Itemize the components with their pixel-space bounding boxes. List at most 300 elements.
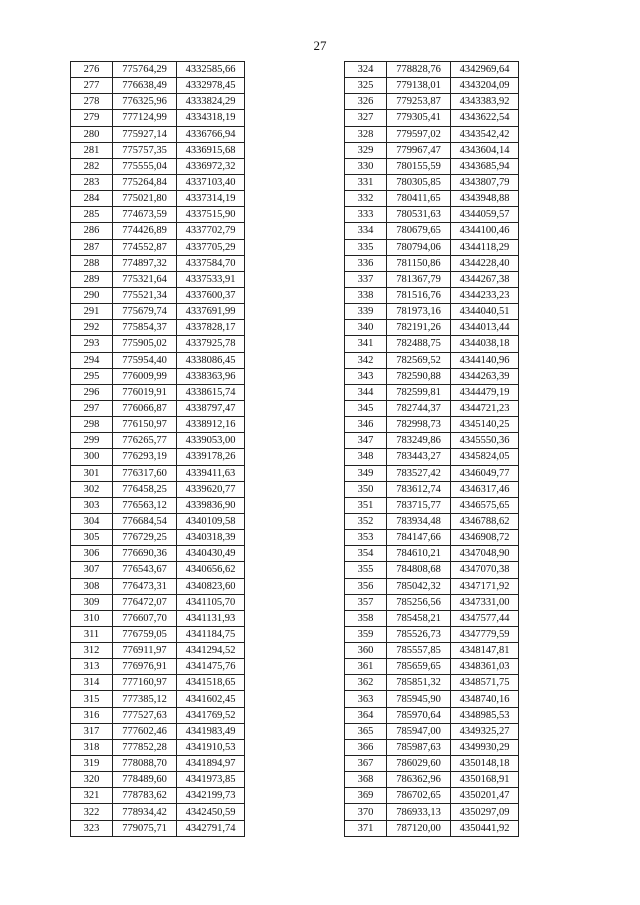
table-row [345,691,519,707]
y-coordinate-cell: 4345824,05 [451,449,519,465]
x-coordinate-cell: 775555,04 [113,158,177,174]
table-row [71,62,245,78]
table-row [345,384,519,400]
x-coordinate-cell: 774426,89 [113,223,177,239]
point-number-cell: 347 [345,433,387,449]
y-coordinate-cell: 4341983,49 [177,723,245,739]
y-coordinate-cell: 4348361,03 [451,659,519,675]
point-number-cell: 277 [71,78,113,94]
x-coordinate-cell: 782569,52 [387,352,451,368]
y-coordinate-cell: 4337600,37 [177,287,245,303]
x-coordinate-cell: 778783,62 [113,788,177,804]
y-coordinate-cell: 4341518,65 [177,675,245,691]
y-coordinate-cell: 4336766,94 [177,126,245,142]
point-number-cell: 340 [345,320,387,336]
table-row [345,659,519,675]
x-coordinate-cell: 774673,59 [113,207,177,223]
coordinates-table-right [344,61,519,837]
y-coordinate-cell: 4342969,64 [451,62,519,78]
point-number-cell: 353 [345,530,387,546]
x-coordinate-cell: 786362,96 [387,772,451,788]
table-row [345,62,519,78]
table-row [345,320,519,336]
point-number-cell: 336 [345,255,387,271]
table-row [345,191,519,207]
table-row [71,417,245,433]
x-coordinate-cell: 775021,80 [113,191,177,207]
point-number-cell: 332 [345,191,387,207]
table-row [71,433,245,449]
x-coordinate-cell: 784610,21 [387,546,451,562]
x-coordinate-cell: 775905,02 [113,336,177,352]
y-coordinate-cell: 4337584,70 [177,255,245,271]
y-coordinate-cell: 4349325,27 [451,723,519,739]
point-number-cell: 296 [71,384,113,400]
point-number-cell: 310 [71,610,113,626]
y-coordinate-cell: 4344059,57 [451,207,519,223]
table-row [345,820,519,836]
point-number-cell: 316 [71,707,113,723]
page-number: 27 [313,38,327,53]
table-row [71,78,245,94]
x-coordinate-cell: 779253,87 [387,94,451,110]
point-number-cell: 291 [71,304,113,320]
x-coordinate-cell: 777602,46 [113,723,177,739]
point-number-cell: 354 [345,546,387,562]
point-number-cell: 319 [71,756,113,772]
point-number-cell: 337 [345,271,387,287]
x-coordinate-cell: 776325,96 [113,94,177,110]
table-row [345,433,519,449]
table-row [71,239,245,255]
point-number-cell: 356 [345,578,387,594]
table-row [345,78,519,94]
x-coordinate-cell: 776976,91 [113,659,177,675]
point-number-cell: 365 [345,723,387,739]
x-coordinate-cell: 776066,87 [113,400,177,416]
x-coordinate-cell: 782998,73 [387,417,451,433]
table-row [71,207,245,223]
y-coordinate-cell: 4344233,23 [451,287,519,303]
point-number-cell: 290 [71,287,113,303]
y-coordinate-cell: 4338797,47 [177,400,245,416]
point-number-cell: 358 [345,610,387,626]
table-row [71,481,245,497]
y-coordinate-cell: 4338912,16 [177,417,245,433]
table-row [345,158,519,174]
table-row [345,110,519,126]
table-row [71,707,245,723]
point-number-cell: 309 [71,594,113,610]
y-coordinate-cell: 4340318,39 [177,530,245,546]
point-number-cell: 335 [345,239,387,255]
table-row [71,384,245,400]
y-coordinate-cell: 4337314,19 [177,191,245,207]
y-coordinate-cell: 4334318,19 [177,110,245,126]
point-number-cell: 344 [345,384,387,400]
point-number-cell: 294 [71,352,113,368]
table-row [71,546,245,562]
y-coordinate-cell: 4339620,77 [177,481,245,497]
y-coordinate-cell: 4350168,91 [451,772,519,788]
table-row [345,643,519,659]
y-coordinate-cell: 4350297,09 [451,804,519,820]
table-row [345,546,519,562]
point-number-cell: 348 [345,449,387,465]
point-number-cell: 357 [345,594,387,610]
x-coordinate-cell: 785987,63 [387,739,451,755]
x-coordinate-cell: 777160,97 [113,675,177,691]
y-coordinate-cell: 4338363,96 [177,368,245,384]
point-number-cell: 311 [71,626,113,642]
table-row [345,239,519,255]
y-coordinate-cell: 4346317,46 [451,481,519,497]
point-number-cell: 297 [71,400,113,416]
x-coordinate-cell: 780531,63 [387,207,451,223]
table-row [345,255,519,271]
x-coordinate-cell: 782599,81 [387,384,451,400]
point-number-cell: 313 [71,659,113,675]
y-coordinate-cell: 4342450,59 [177,804,245,820]
x-coordinate-cell: 780794,06 [387,239,451,255]
table-row [345,739,519,755]
table-row [345,417,519,433]
point-number-cell: 334 [345,223,387,239]
point-number-cell: 282 [71,158,113,174]
point-number-cell: 368 [345,772,387,788]
point-number-cell: 302 [71,481,113,497]
x-coordinate-cell: 777527,63 [113,707,177,723]
table-row [71,497,245,513]
y-coordinate-cell: 4340109,58 [177,513,245,529]
y-coordinate-cell: 4347048,90 [451,546,519,562]
y-coordinate-cell: 4348985,53 [451,707,519,723]
point-number-cell: 276 [71,62,113,78]
point-number-cell: 345 [345,400,387,416]
x-coordinate-cell: 782488,75 [387,336,451,352]
y-coordinate-cell: 4343807,79 [451,174,519,190]
table-row [345,513,519,529]
x-coordinate-cell: 774552,87 [113,239,177,255]
point-number-cell: 303 [71,497,113,513]
y-coordinate-cell: 4341105,70 [177,594,245,610]
x-coordinate-cell: 781973,16 [387,304,451,320]
y-coordinate-cell: 4346575,65 [451,497,519,513]
x-coordinate-cell: 778934,42 [113,804,177,820]
x-coordinate-cell: 778489,60 [113,772,177,788]
x-coordinate-cell: 776019,91 [113,384,177,400]
x-coordinate-cell: 778828,76 [387,62,451,78]
table-row [71,287,245,303]
point-number-cell: 300 [71,449,113,465]
table-row [71,691,245,707]
point-number-cell: 369 [345,788,387,804]
x-coordinate-cell: 776638,49 [113,78,177,94]
x-coordinate-cell: 776473,31 [113,578,177,594]
y-coordinate-cell: 4333824,29 [177,94,245,110]
x-coordinate-cell: 785970,64 [387,707,451,723]
table-row [345,449,519,465]
table-row [345,530,519,546]
x-coordinate-cell: 785042,32 [387,578,451,594]
point-number-cell: 324 [345,62,387,78]
y-coordinate-cell: 4337533,91 [177,271,245,287]
x-coordinate-cell: 776543,67 [113,562,177,578]
y-coordinate-cell: 4337702,79 [177,223,245,239]
y-coordinate-cell: 4343622,54 [451,110,519,126]
point-number-cell: 315 [71,691,113,707]
table-row [71,304,245,320]
table-row [345,126,519,142]
table-row [71,772,245,788]
x-coordinate-cell: 775757,35 [113,142,177,158]
table-row [71,465,245,481]
y-coordinate-cell: 4344228,40 [451,255,519,271]
point-number-cell: 342 [345,352,387,368]
y-coordinate-cell: 4345140,25 [451,417,519,433]
x-coordinate-cell: 780305,85 [387,174,451,190]
x-coordinate-cell: 783443,27 [387,449,451,465]
point-number-cell: 352 [345,513,387,529]
point-number-cell: 338 [345,287,387,303]
table-row [345,788,519,804]
x-coordinate-cell: 776293,19 [113,449,177,465]
table-row [71,643,245,659]
x-coordinate-cell: 785557,85 [387,643,451,659]
point-number-cell: 355 [345,562,387,578]
point-number-cell: 325 [345,78,387,94]
table-row [345,223,519,239]
x-coordinate-cell: 776458,25 [113,481,177,497]
point-number-cell: 350 [345,481,387,497]
x-coordinate-cell: 783527,42 [387,465,451,481]
table-row [71,788,245,804]
point-number-cell: 327 [345,110,387,126]
y-coordinate-cell: 4332978,45 [177,78,245,94]
point-number-cell: 346 [345,417,387,433]
y-coordinate-cell: 4340430,49 [177,546,245,562]
point-number-cell: 321 [71,788,113,804]
point-number-cell: 371 [345,820,387,836]
y-coordinate-cell: 4342199,73 [177,788,245,804]
y-coordinate-cell: 4341910,53 [177,739,245,755]
y-coordinate-cell: 4344140,96 [451,352,519,368]
table-row [345,465,519,481]
x-coordinate-cell: 776684,54 [113,513,177,529]
x-coordinate-cell: 775764,29 [113,62,177,78]
y-coordinate-cell: 4343685,94 [451,158,519,174]
x-coordinate-cell: 777852,28 [113,739,177,755]
table-row [345,94,519,110]
y-coordinate-cell: 4339411,63 [177,465,245,481]
point-number-cell: 326 [345,94,387,110]
point-number-cell: 317 [71,723,113,739]
table-row [345,304,519,320]
table-row [71,126,245,142]
x-coordinate-cell: 785851,32 [387,675,451,691]
table-row [71,142,245,158]
point-number-cell: 363 [345,691,387,707]
y-coordinate-cell: 4341131,93 [177,610,245,626]
x-coordinate-cell: 774897,32 [113,255,177,271]
y-coordinate-cell: 4347779,59 [451,626,519,642]
x-coordinate-cell: 780155,59 [387,158,451,174]
x-coordinate-cell: 780411,65 [387,191,451,207]
y-coordinate-cell: 4337705,29 [177,239,245,255]
y-coordinate-cell: 4347171,92 [451,578,519,594]
x-coordinate-cell: 775521,34 [113,287,177,303]
table-row [71,94,245,110]
point-number-cell: 320 [71,772,113,788]
table-row [71,675,245,691]
y-coordinate-cell: 4337691,99 [177,304,245,320]
point-number-cell: 328 [345,126,387,142]
x-coordinate-cell: 779075,71 [113,820,177,836]
table-row [71,174,245,190]
x-coordinate-cell: 776911,97 [113,643,177,659]
table-row [345,804,519,820]
table-row [71,594,245,610]
y-coordinate-cell: 4344038,18 [451,336,519,352]
table-row [345,772,519,788]
x-coordinate-cell: 786933,13 [387,804,451,820]
point-number-cell: 305 [71,530,113,546]
x-coordinate-cell: 782590,88 [387,368,451,384]
x-coordinate-cell: 779597,02 [387,126,451,142]
point-number-cell: 314 [71,675,113,691]
x-coordinate-cell: 783934,48 [387,513,451,529]
x-coordinate-cell: 776317,60 [113,465,177,481]
table-row [71,336,245,352]
table-row [345,756,519,772]
table-row [345,207,519,223]
y-coordinate-cell: 4337828,17 [177,320,245,336]
x-coordinate-cell: 775854,37 [113,320,177,336]
y-coordinate-cell: 4346908,72 [451,530,519,546]
table-row [71,158,245,174]
x-coordinate-cell: 781367,79 [387,271,451,287]
point-number-cell: 293 [71,336,113,352]
point-number-cell: 331 [345,174,387,190]
x-coordinate-cell: 775954,40 [113,352,177,368]
y-coordinate-cell: 4338086,45 [177,352,245,368]
point-number-cell: 298 [71,417,113,433]
y-coordinate-cell: 4341973,85 [177,772,245,788]
x-coordinate-cell: 785945,90 [387,691,451,707]
x-coordinate-cell: 777385,12 [113,691,177,707]
y-coordinate-cell: 4341894,97 [177,756,245,772]
y-coordinate-cell: 4337515,90 [177,207,245,223]
y-coordinate-cell: 4337103,40 [177,174,245,190]
y-coordinate-cell: 4343204,09 [451,78,519,94]
y-coordinate-cell: 4338615,74 [177,384,245,400]
y-coordinate-cell: 4344118,29 [451,239,519,255]
point-number-cell: 308 [71,578,113,594]
x-coordinate-cell: 785458,21 [387,610,451,626]
y-coordinate-cell: 4350148,18 [451,756,519,772]
table-row [71,513,245,529]
point-number-cell: 323 [71,820,113,836]
x-coordinate-cell: 781516,76 [387,287,451,303]
table-row [345,562,519,578]
point-number-cell: 366 [345,739,387,755]
table-row [345,142,519,158]
x-coordinate-cell: 775264,84 [113,174,177,190]
point-number-cell: 339 [345,304,387,320]
table-row [345,723,519,739]
table-row [71,723,245,739]
x-coordinate-cell: 781150,86 [387,255,451,271]
table-row [71,110,245,126]
table-row [71,530,245,546]
point-number-cell: 281 [71,142,113,158]
y-coordinate-cell: 4344263,39 [451,368,519,384]
x-coordinate-cell: 779305,41 [387,110,451,126]
y-coordinate-cell: 4344721,23 [451,400,519,416]
point-number-cell: 343 [345,368,387,384]
table-row [71,223,245,239]
point-number-cell: 301 [71,465,113,481]
table-row [71,562,245,578]
y-coordinate-cell: 4341769,52 [177,707,245,723]
y-coordinate-cell: 4344040,51 [451,304,519,320]
table-row [71,368,245,384]
y-coordinate-cell: 4347070,38 [451,562,519,578]
point-number-cell: 312 [71,643,113,659]
x-coordinate-cell: 776563,12 [113,497,177,513]
point-number-cell: 322 [71,804,113,820]
y-coordinate-cell: 4332585,66 [177,62,245,78]
y-coordinate-cell: 4343948,88 [451,191,519,207]
point-number-cell: 299 [71,433,113,449]
y-coordinate-cell: 4344267,38 [451,271,519,287]
y-coordinate-cell: 4342791,74 [177,820,245,836]
y-coordinate-cell: 4340656,62 [177,562,245,578]
point-number-cell: 359 [345,626,387,642]
y-coordinate-cell: 4337925,78 [177,336,245,352]
x-coordinate-cell: 776607,70 [113,610,177,626]
x-coordinate-cell: 783612,74 [387,481,451,497]
y-coordinate-cell: 4343604,14 [451,142,519,158]
point-number-cell: 292 [71,320,113,336]
table-row [71,271,245,287]
point-number-cell: 341 [345,336,387,352]
point-number-cell: 285 [71,207,113,223]
y-coordinate-cell: 4336915,68 [177,142,245,158]
point-number-cell: 364 [345,707,387,723]
point-number-cell: 288 [71,255,113,271]
y-coordinate-cell: 4339178,26 [177,449,245,465]
x-coordinate-cell: 785659,65 [387,659,451,675]
table-row [71,191,245,207]
table-row [71,804,245,820]
point-number-cell: 349 [345,465,387,481]
x-coordinate-cell: 784808,68 [387,562,451,578]
x-coordinate-cell: 776150,97 [113,417,177,433]
x-coordinate-cell: 783249,86 [387,433,451,449]
x-coordinate-cell: 776472,07 [113,594,177,610]
x-coordinate-cell: 787120,00 [387,820,451,836]
x-coordinate-cell: 776690,36 [113,546,177,562]
point-number-cell: 286 [71,223,113,239]
point-number-cell: 287 [71,239,113,255]
point-number-cell: 360 [345,643,387,659]
x-coordinate-cell: 779967,47 [387,142,451,158]
x-coordinate-cell: 780679,65 [387,223,451,239]
table-row [345,336,519,352]
coordinates-table-left [70,61,245,837]
x-coordinate-cell: 784147,66 [387,530,451,546]
